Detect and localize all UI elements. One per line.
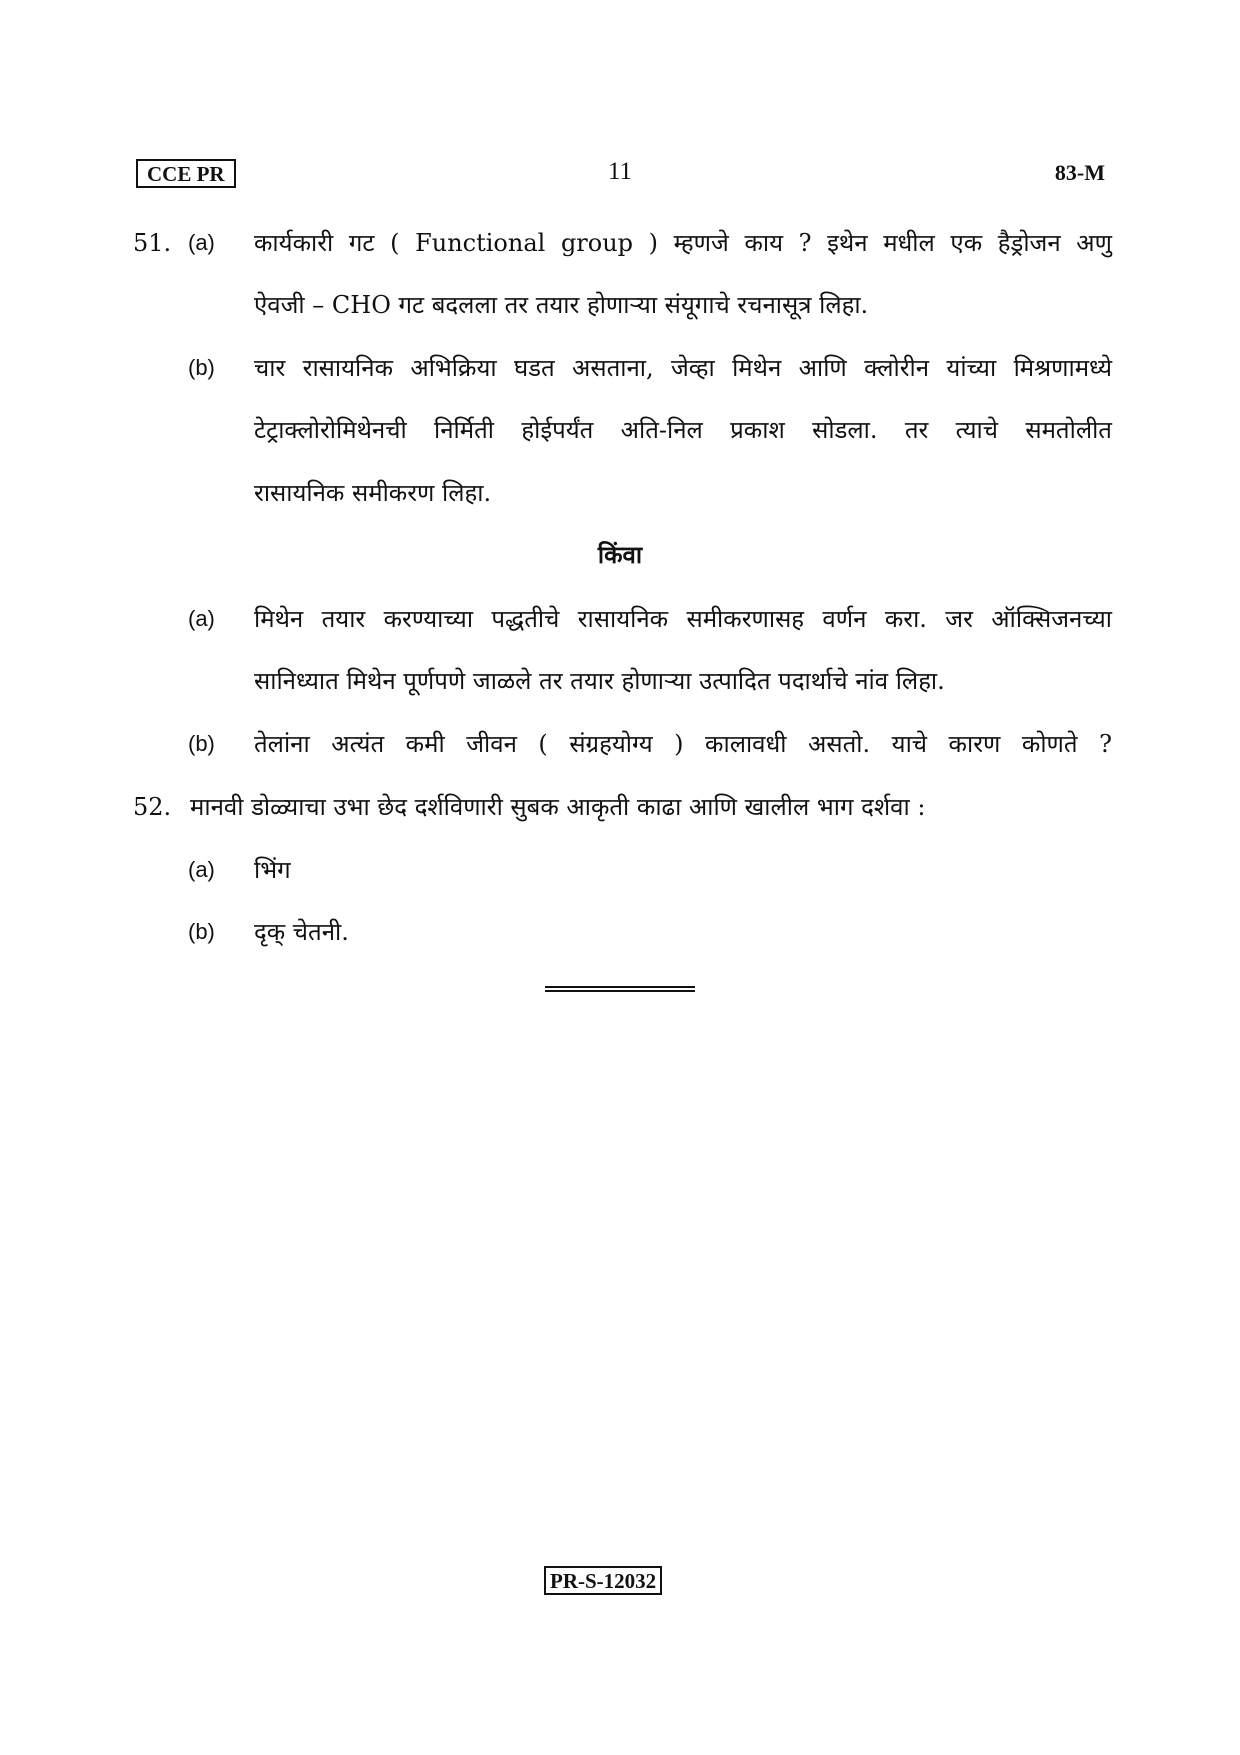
page-number: 11: [607, 158, 633, 185]
q52-text: मानवी डोळ्याचा उभा छेद दर्शविणारी सुबक आकृती काढा आणि खालील भाग दर्शवा :: [190, 793, 926, 821]
q51-alt-a-line1: मिथेन तयार करण्याच्या पद्धतीचे रासायनिक समीकरणासह वर्णन करा. जर ऑक्सिजनच्या: [254, 605, 1112, 633]
question-51-number: 51.: [133, 229, 172, 257]
q51-alt-a-label: (a): [188, 606, 215, 631]
q51-a-line1: कार्यकारी गट ( Functional group ) म्हणजे काय ? इथेन मधील एक हैड्रोजन अणु: [254, 229, 1112, 257]
q51-alt-b-line1: तेलांना अत्यंत कमी जीवन ( संग्रहयोग्य ) कालावधी असतो. याचे कारण कोणते ?: [254, 730, 1112, 758]
question-52-number: 52.: [133, 793, 172, 821]
q51-b-label: (b): [188, 355, 215, 380]
q51-alt-a-line2: सानिध्यात मिथेन पूर्णपणे जाळले तर तयार होणाऱ्या उत्पादित पदार्थाचे नांव लिहा.: [254, 667, 945, 695]
q51-b-line3: रासायनिक समीकरण लिहा.: [254, 479, 492, 507]
q51-a-line2: ऐवजी – CHO गट बदलला तर तयार होणाऱ्या संयूगाचे रचनासूत्र लिहा.: [254, 291, 869, 319]
q52-b-label: (b): [188, 919, 215, 944]
q51-a-label: (a): [188, 230, 215, 255]
or-separator: किंवा: [597, 540, 643, 569]
q51-b-line2: टेट्राक्लोरोमिथेनची निर्मिती होईपर्यंत अति-निल प्रकाश सोडला. तर त्याचे समतोलीत: [254, 416, 1112, 444]
paper-code: 83-M: [1054, 160, 1105, 185]
footer-code: PR-S-12032: [544, 1566, 662, 1595]
q52-b-text: दृक् चेतनी.: [254, 918, 349, 946]
end-double-rule: [545, 986, 695, 992]
q52-a-label: (a): [188, 857, 215, 882]
q52-a-text: भिंग: [254, 856, 291, 884]
header-left-code: CCE PR: [136, 159, 236, 188]
q51-b-line1: चार रासायनिक अभिक्रिया घडत असताना, जेव्हा मिथेन आणि क्लोरीन यांच्या मिश्रणामध्ये: [254, 354, 1112, 382]
q51-alt-b-label: (b): [188, 731, 215, 756]
